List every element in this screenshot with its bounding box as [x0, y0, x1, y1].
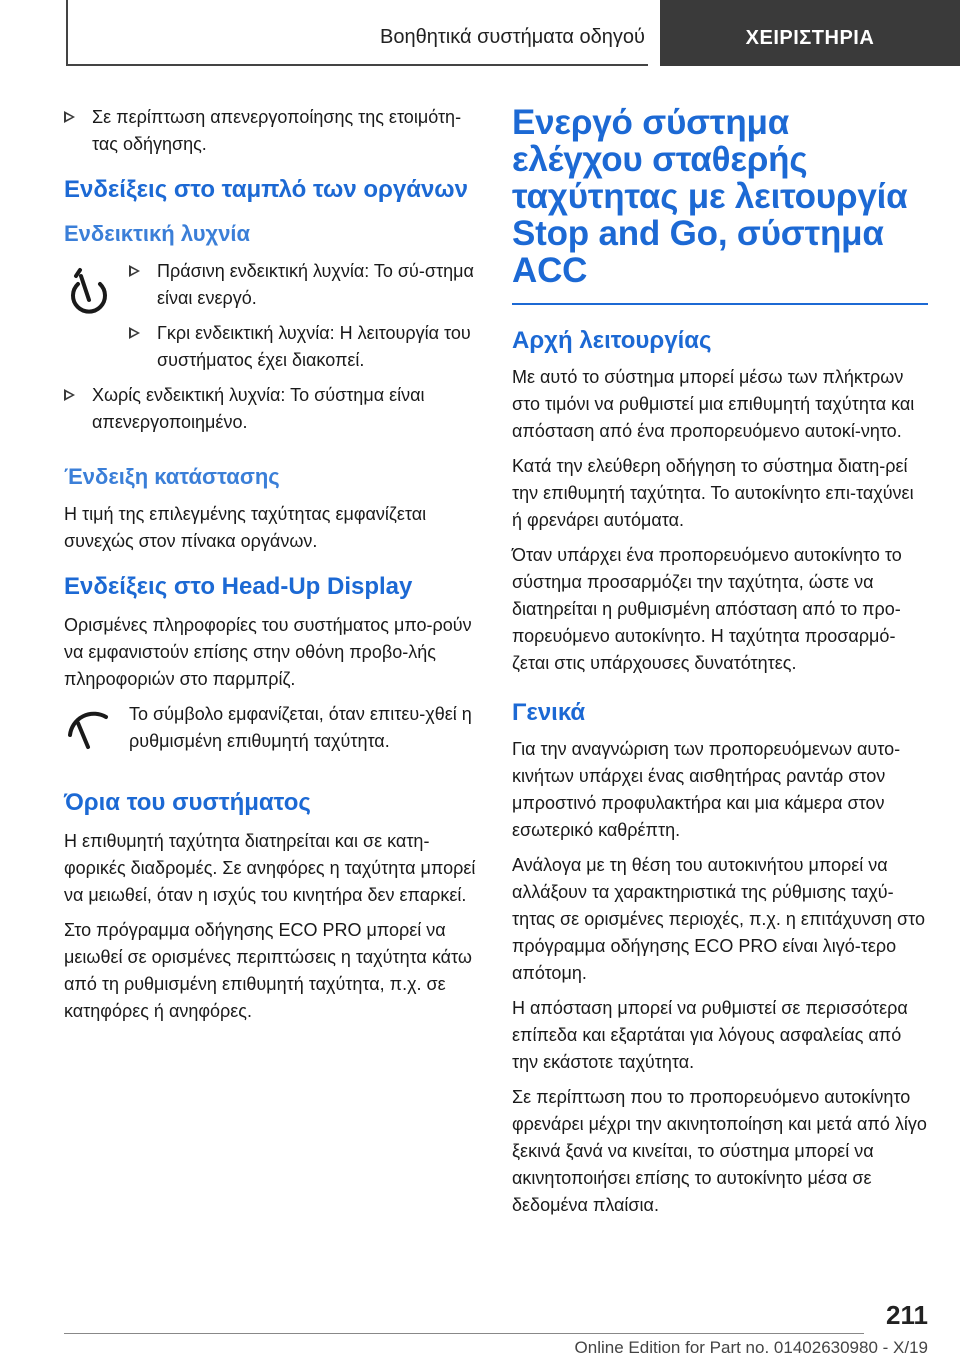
heading-dashboard: Ενδείξεις στο ταμπλό των οργάνων: [64, 176, 468, 203]
bullet-triangle-icon: [129, 265, 140, 277]
hud-text: Ορισμένες πληροφορίες του συστήματος μπο-ρούν να εμφανιστούν επίσης στην οθόνη προβο-λής πληροφοριών στο παρμπρίζ.: [64, 615, 472, 689]
general-paragraph-1: Για την αναγνώριση των προπορευόμενων αυτο-κινήτων υπάρχει ένας αισθητήρας ραντάρ στον μπροστινό προφυλακτήρα και μια κάμερα στον εσωτερικό καθρέπτη.: [512, 739, 901, 840]
lamp-items: [129, 258, 479, 374]
acc-needle-icon: [64, 701, 114, 761]
header-underline: [66, 64, 648, 66]
general-paragraph-4: Σε περίπτωση που το προπορευόμενο αυτοκίνητο φρενάρει μέχρι την ακινητοποίηση και μετά από λίγο ξεκινά ξανά να κινείται, το σύστημα μπορεί να ακινητοποιήσει επίσης το αυτοκίνητο μέσα σε δεδομένα πλαίσια.: [512, 1087, 927, 1215]
heading-general: Γενικά: [512, 699, 586, 726]
bullet-triangle-icon: [129, 327, 140, 339]
heading-limits: Όρια του συστήματος: [64, 789, 311, 816]
list-item: Πράσινη ενδεικτική λυχνία: Το σύ-στημα είναι ενεργό.: [129, 258, 479, 312]
left-column: [64, 104, 479, 1033]
list-item: Σε περίπτωση απενεργοποίησης της ετοιμότη-τας οδήγησης.: [64, 104, 479, 158]
page-number: 211: [886, 1300, 928, 1330]
chapter-tab[interactable]: ΧΕΙΡΙΣΤΗΡΙΑ: [660, 0, 960, 66]
hud-symbol-text: Το σύμβολο εμφανίζεται, όταν επιτευ-χθεί η ρυθμισμένη επιθυμητή ταχύτητα.: [129, 704, 472, 751]
footer-rule: [64, 1333, 864, 1334]
limits-paragraph-1: Η επιθυμητή ταχύτητα διατηρείται και σε κατη-φορικές διαδρομές. Σε ανηφόρες η ταχύτητα μπορεί να μειωθεί, όταν η ισχύς του κινητήρα δεν επαρκεί.: [64, 831, 476, 905]
bullet-triangle-icon: [64, 111, 75, 123]
list-item: Χωρίς ενδεικτική λυχνία: Το σύστημα είναι απενεργοποιημένο.: [64, 382, 479, 436]
lamp-legend: [64, 258, 479, 374]
general-paragraph-2: Ανάλογα με τη θέση του αυτοκινήτου μπορεί να αλλάξουν τα χαρακτηριστικά της ρύθμισης ταχύ-τητας σε ορισμένες περιοχές, π.χ. η επιτάχυνση στο πρόγραμμα οδήγησης ECO PRO είναι λιγό-τερο απότομη.: [512, 855, 925, 983]
right-column: [512, 104, 928, 1227]
general-paragraph-3: Η απόσταση μπορεί να ρυθμιστεί σε περισσότερα επίπεδα και εξαρτάται για λόγους ασφαλείας από την εκάστοτε ταχύτητα.: [512, 998, 908, 1072]
status-text: Η τιμή της επιλεγμένης ταχύτητας εμφανίζεται συνεχώς στον πίνακα οργάνων.: [64, 504, 427, 551]
principle-paragraph-1: Με αυτό το σύστημα μπορεί μέσω των πλήκτρων στο τιμόνι να ρυθμιστεί μια επιθυμητή ταχύτητα και απόσταση από ένα προπορευόμενο αυτοκί-νητο.: [512, 367, 915, 441]
chapter-title: Ενεργό σύστημα ελέγχου σταθερής ταχύτητας με λειτουργία Stop and Go, σύστημα ACC: [512, 103, 908, 290]
title-rule: [512, 303, 928, 305]
heading-principle: Αρχή λειτουργίας: [512, 327, 712, 354]
heading-hud: Ενδείξεις στο Head-Up Display: [64, 573, 413, 600]
section-title: Βοηθητικά συστήματα οδηγού: [380, 26, 645, 48]
page-header: [0, 0, 960, 66]
principle-paragraph-3: Όταν υπάρχει ένα προπορευόμενο αυτοκίνητο το σύστημα προσαρμόζει την ταχύτητα, ώστε να διατηρείται η ρυθμισμένη απόσταση από το προ-πορευόμενο αυτοκίνητο. Η ταχύτητα προσαρμό-ζεται στις υπάρχουσες δυνατότητες.: [512, 545, 902, 673]
bullet-triangle-icon: [64, 389, 75, 401]
heading-indicator-lamp: Ενδεικτική λυχνία: [64, 221, 251, 246]
acc-speedometer-icon: [64, 258, 114, 318]
principle-paragraph-2: Κατά την ελεύθερη οδήγηση το σύστημα διατη-ρεί την επιθυμητή ταχύτητα. Το αυτοκίνητο επι-ταχύνει ή φρενάρει αυτόματα.: [512, 456, 914, 530]
hud-symbol-row: [64, 701, 479, 761]
heading-status: Ένδειξη κατάστασης: [64, 464, 280, 489]
footer-edition: Online Edition for Part no. 01402630980 - X/19: [574, 1338, 928, 1357]
limits-paragraph-2: Στο πρόγραμμα οδήγησης ECO PRO μπορεί να μειωθεί σε ορισμένες περιπτώσεις η ταχύτητα κάτω από τη ρυθμισμένη επιθυμητή ταχύτητα, π.χ. σε κατηφόρες ή ανηφόρες.: [64, 920, 472, 1021]
header-divider: [66, 0, 68, 66]
list-item: Γκρι ενδεικτική λυχνία: Η λειτουργία του συστήματος έχει διακοπεί.: [129, 320, 479, 374]
